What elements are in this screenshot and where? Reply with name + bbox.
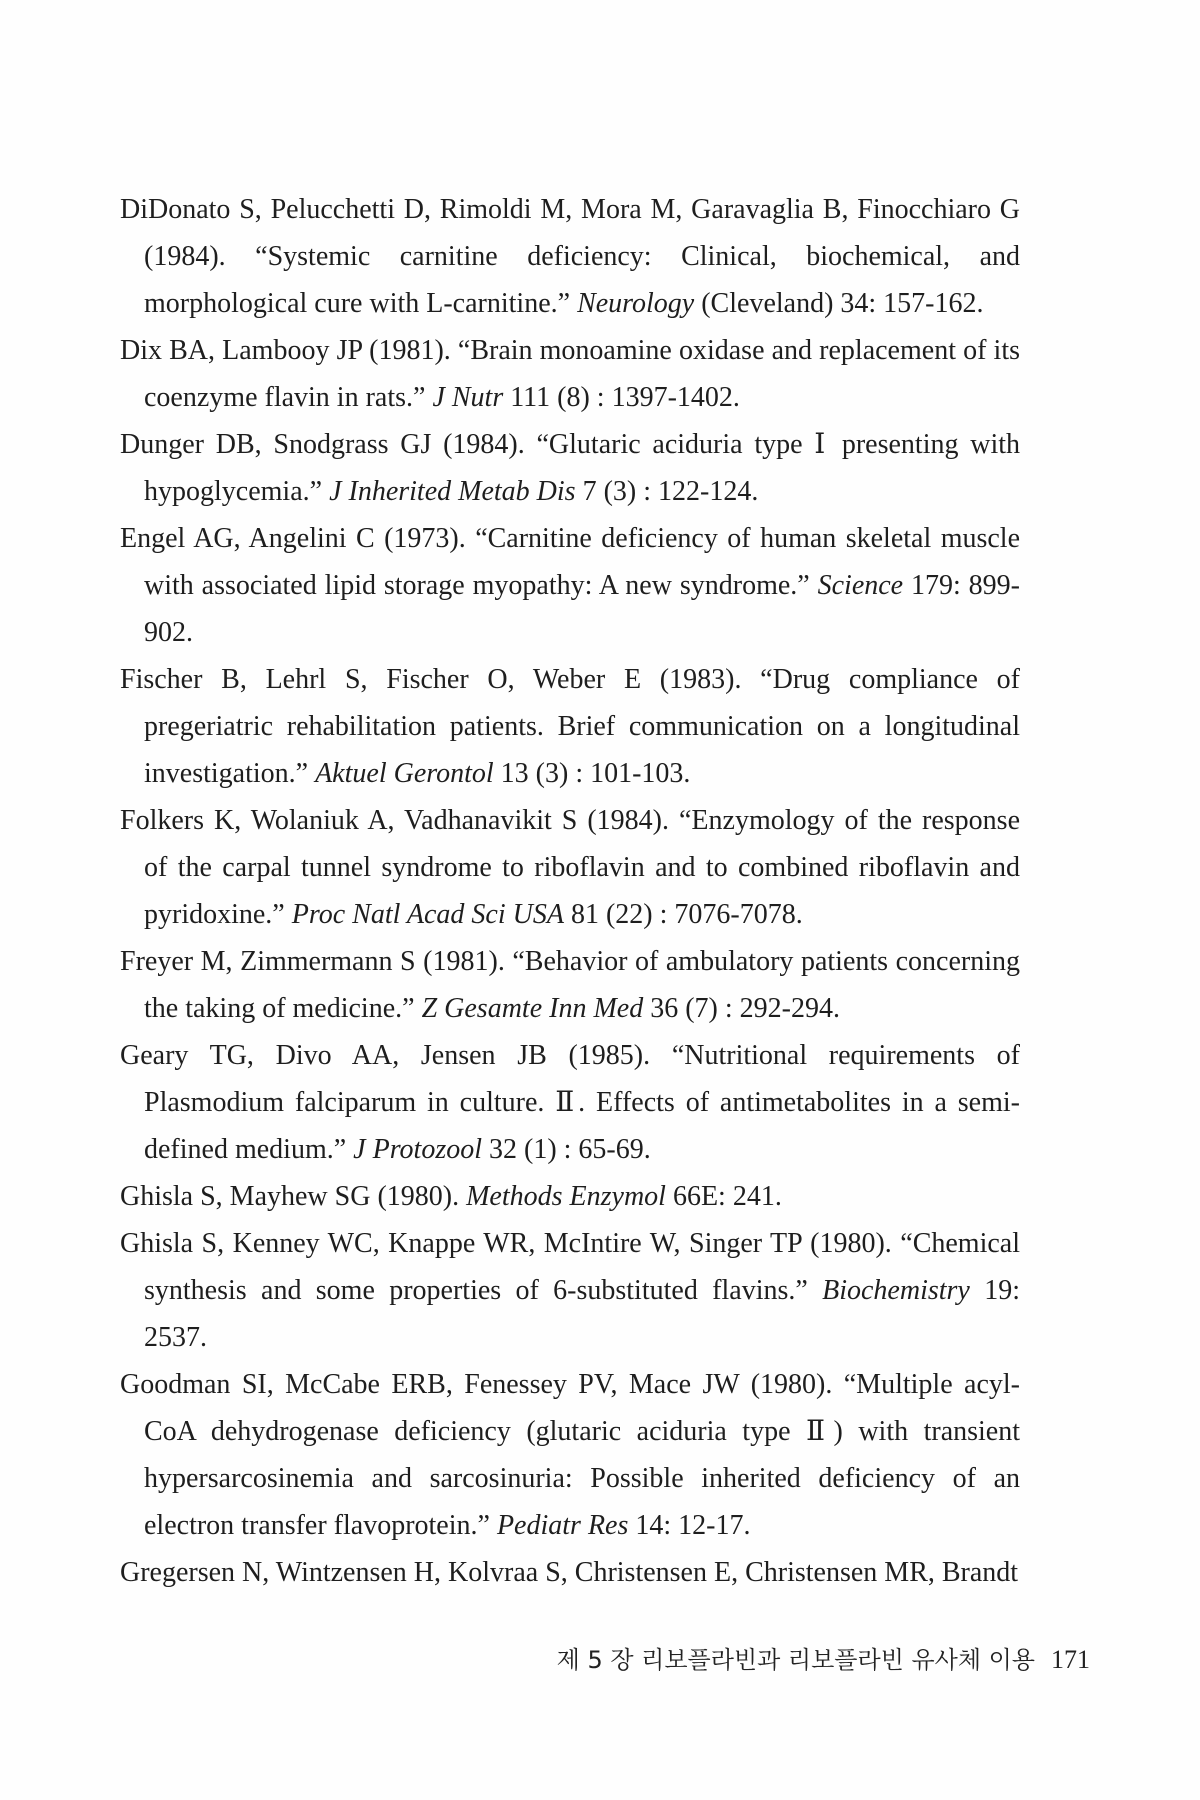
reference-text: Geary TG, Divo AA, Jensen JB (1985). “Nutritional requirements of Plasmodium falciparum in culture. Ⅱ. Effects of antimetabolites in a semi-defined medium.” [120,1040,1020,1165]
reference-text: Folkers K, Wolaniuk A, Vadhanavikit S (1984). “Enzymology of the response of the carpal tunnel syndrome to riboflavin and to combined riboflavin and pyridoxine.” [120,805,1020,930]
journal-title: Methods Enzymol [466,1181,666,1212]
journal-title: Neurology [577,288,695,319]
reference-entry [120,515,1020,656]
reference-citation: 66E: 241. [665,1181,782,1212]
journal-title: Pediatr Res [496,1510,629,1541]
reference-text: DiDonato S, Pelucchetti D, Rimoldi M, Mora M, Garavaglia B, Finocchiaro G (1984). “Systemic carnitine deficiency: Clinical, biochemical, and morphological cure with L-carnitine.” [120,194,1020,319]
page-number: 171 [1051,1645,1090,1674]
reference-entry [120,1173,1020,1220]
reference-text: Dix BA, Lambooy JP (1981). “Brain monoamine oxidase and replacement of its coenzyme flavin in rats.” [120,335,1020,413]
reference-list [120,186,1020,1596]
journal-title: Proc Natl Acad Sci USA [291,899,564,930]
reference-entry [120,1361,1020,1549]
reference-entry [120,327,1020,421]
reference-citation: 111 (8) : 1397-1402. [503,382,740,413]
reference-text: Ghisla S, Mayhew SG (1980). [120,1181,467,1212]
reference-citation: 36 (7) : 292-294. [643,993,840,1024]
reference-text: Fischer B, Lehrl S, Fischer O, Weber E (1983). “Drug compliance of pregeriatric rehabilitation patients. Brief communication on a longitudinal investigation.” [120,664,1020,789]
reference-citation: 7 (3) : 122-124. [575,476,759,507]
reference-entry [120,1549,1020,1596]
journal-title: J Protozool [353,1134,482,1165]
reference-text: Dunger DB, Snodgrass GJ (1984). “Glutaric aciduria type Ⅰ presenting with hypoglycemia.” [120,429,1020,507]
reference-text: Goodman SI, McCabe ERB, Fenessey PV, Mace JW (1980). “Multiple acyl-CoA dehydrogenase deficiency (glutaric aciduria type Ⅱ) with transient hypersarcosinemia and sarcosinuria: Possible inherited deficiency of an electron transfer flavoprotein.” [120,1369,1020,1541]
reference-entry [120,797,1020,938]
reference-entry [120,186,1020,327]
reference-citation: 13 (3) : 101-103. [493,758,691,789]
reference-entry [120,1220,1020,1361]
journal-title: J Nutr [432,382,504,413]
reference-entry [120,1032,1020,1173]
reference-citation: 179: 899-902. [144,570,1021,648]
journal-title: Biochemistry [822,1275,970,1306]
reference-citation: 32 (1) : 65-69. [482,1134,651,1165]
journal-title: Science [817,570,904,601]
reference-text: Ghisla S, Kenney WC, Knappe WR, McIntire W, Singer TP (1980). “Chemical synthesis and some properties of 6-substituted flavins.” [120,1228,1020,1306]
page-footer [0,1640,1090,1675]
reference-citation: 19: 2537. [144,1275,1020,1353]
reference-text: Engel AG, Angelini C (1973). “Carnitine deficiency of human skeletal muscle with associated lipid storage myopathy: A new syndrome.” [120,523,1020,601]
reference-entry [120,938,1020,1032]
journal-title: Aktuel Gerontol [315,758,494,789]
journal-title: J Inherited Metab Dis [329,476,576,507]
reference-text: Gregersen N, Wintzensen H, Kolvraa S, Christensen E, Christensen MR, Brandt [120,1557,1019,1588]
reference-entry [120,656,1020,797]
journal-title: Z Gesamte Inn Med [421,993,644,1024]
reference-text: Freyer M, Zimmermann S (1981). “Behavior of ambulatory patients concerning the taking of medicine.” [120,946,1020,1024]
reference-citation: (Cleveland) 34: 157-162. [694,288,984,319]
reference-citation: 14: 12-17. [628,1510,751,1541]
chapter-running-title: 제 5 장 리보플라빈과 리보플라빈 유사체 이용 [556,1646,1035,1674]
reference-citation: 81 (22) : 7076-7078. [563,899,803,930]
reference-entry [120,421,1020,515]
